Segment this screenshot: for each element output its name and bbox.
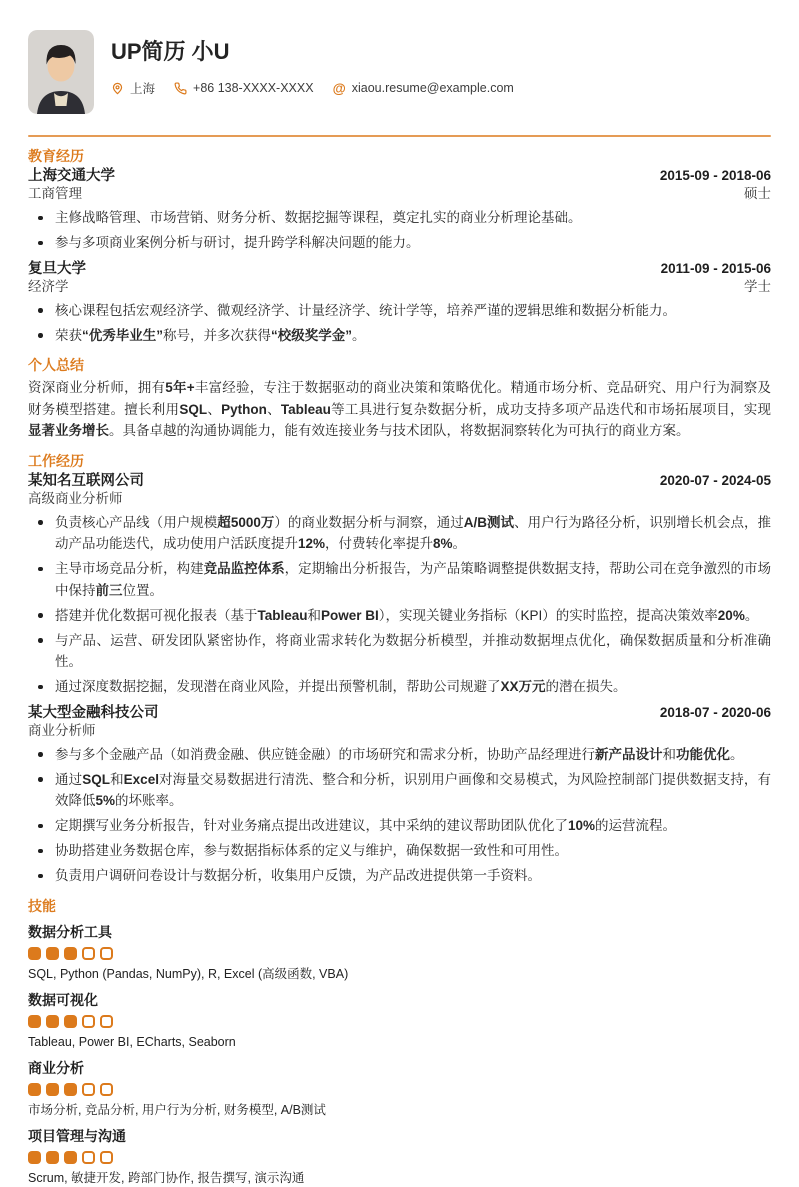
skill-detail: 市场分析, 竞品分析, 用户行为分析, 财务模型, A/B测试 [28, 1102, 326, 1117]
bullet-item: 主修战略管理、市场营销、财务分析、数据挖掘等课程，奠定扎实的商业分析理论基础。 [28, 207, 771, 229]
bullet-list [28, 207, 771, 254]
avatar [28, 30, 94, 114]
section-summary [28, 356, 771, 442]
bullet-list [28, 512, 771, 698]
work-section-title: 工作经历 [28, 452, 84, 469]
skill-item [28, 992, 771, 1051]
entry-subheader [28, 278, 771, 296]
skill-level-dot-empty [82, 1083, 95, 1096]
entry-subheader [28, 490, 771, 508]
skill-level-dot-empty [100, 947, 113, 960]
skill-detail: SQL, Python (Pandas, NumPy), R, Excel (高级函数, VBA) [28, 966, 349, 981]
bullet-item: 协助搭建业务数据仓库，参与数据指标体系的定义与维护，确保数据一致性和可用性。 [28, 840, 771, 862]
bullet-item: 与产品、运营、研发团队紧密协作，将商业需求转化为数据分析模型，并推动数据埋点优化，确保数据质量和分析准确性。 [28, 630, 771, 673]
entry-header [28, 472, 771, 490]
entry-degree: 硕士 [744, 186, 771, 201]
work-name: 某大型金融科技公司 [28, 704, 159, 721]
contact-item [111, 79, 155, 97]
skill-detail: Scrum, 敏捷开发, 跨部门协作, 报告撰写, 演示沟通 [28, 1170, 305, 1185]
skill-level-dot-empty [82, 1015, 95, 1028]
summary-paragraph: 资深商业分析师，拥有5年+丰富经验，专注于数据驱动的商业决策和策略优化。精通市场分析、竞品研究、用户行为洞察及财务模型搭建。擅长利用SQL、Python、Tableau等工具进行复杂数据分析，成功支持多项产品迭代和市场拓展项目，实现显著业务增长。具备卓越的沟通协调能力，能有效连接业务与技术团队，将数据洞察转化为可执行的商业方案。 [28, 380, 772, 438]
bullet-item: 参与多项商业案例分析与研讨，提升跨学科解决问题的能力。 [28, 232, 771, 254]
contact-text: 上海 [130, 82, 156, 96]
skill-level-dot-filled [28, 1083, 41, 1096]
entry-header [28, 167, 771, 185]
entry-date-range: 2020-07 - 2024-05 [659, 472, 771, 488]
skill-level-dot-filled [64, 947, 77, 960]
entry-subheader [28, 722, 771, 740]
entry-role: 商业分析师 [28, 722, 96, 738]
entry-degree: 学士 [744, 278, 771, 294]
phone-icon [174, 82, 187, 95]
entry-header [28, 260, 771, 278]
contact-text: +86 138-XXXX-XXXX [193, 81, 314, 95]
skill-level-dot-filled [28, 1151, 41, 1164]
bullet-list [28, 300, 771, 347]
entry-date-range: 2015-09 - 2018-06 [659, 168, 771, 183]
entry-header [28, 704, 771, 722]
skill-item [28, 924, 771, 983]
entry-subheader [28, 185, 771, 203]
bullet-list [28, 744, 771, 887]
skill-level-dot-empty [82, 1151, 95, 1164]
education-entries [28, 167, 771, 346]
skill-level-dot-empty [100, 1151, 113, 1164]
work-name: 某知名互联网公司 [28, 472, 144, 489]
skill-detail: Tableau, Power BI, ECharts, Seaborn [28, 1034, 236, 1049]
skill-item [28, 1060, 771, 1119]
skill-level-dot-filled [64, 1151, 77, 1164]
education-name: 复旦大学 [28, 260, 86, 277]
skill-level-dot-empty [82, 947, 95, 960]
skill-name: 数据可视化 [28, 991, 98, 1008]
contact-item [333, 81, 514, 95]
skill-level-indicator [28, 1015, 771, 1028]
skill-level-indicator [28, 1151, 771, 1164]
contact-item [174, 81, 314, 95]
bullet-item: 核心课程包括宏观经济学、微观经济学、计量经济学、统计学等，培养严谨的逻辑思维和数据分析能力。 [28, 300, 771, 322]
entry-date-range: 2011-09 - 2015-06 [660, 260, 771, 276]
skills-list [28, 924, 771, 1187]
entry-date-range: 2018-07 - 2020-06 [659, 704, 771, 720]
skill-level-dot-filled [64, 1015, 77, 1028]
skill-level-dot-filled [46, 1083, 59, 1096]
bullet-item: 荣获“优秀毕业生”称号，并多次获得“校级奖学金”。 [28, 325, 771, 347]
skill-level-dot-empty [100, 1015, 113, 1028]
skill-level-indicator [28, 947, 771, 960]
candidate-name: UP简历 小U [111, 39, 230, 64]
education-name: 上海交通大学 [28, 168, 115, 184]
skill-level-dot-filled [28, 1015, 41, 1028]
summary-section-title: 个人总结 [28, 357, 84, 373]
avatar-illustration [28, 30, 94, 114]
resume-header [28, 30, 771, 114]
entry-major: 经济学 [28, 278, 69, 294]
location-icon [111, 82, 124, 95]
education-entry [28, 167, 771, 254]
entry-major: 工商管理 [28, 186, 82, 201]
section-work [28, 452, 771, 887]
header-text-block [111, 30, 514, 97]
skill-name: 商业分析 [28, 1059, 84, 1076]
bullet-item: 主导市场竞品分析，构建竞品监控体系，定期输出分析报告，为产品策略调整提供数据支持，帮助公司在竞争激烈的市场中保持前三位置。 [28, 558, 771, 601]
skill-name: 数据分析工具 [28, 923, 112, 940]
bullet-item: 通过深度数据挖掘，发现潜在商业风险，并提出预警机制，帮助公司规避了XX万元的潜在损失。 [28, 676, 771, 698]
bullet-item: 负责核心产品线（用户规模超5000万）的商业数据分析与洞察，通过A/B测试、用户行为路径分析，识别增长机会点，推动产品功能迭代，成功使用户活跃度提升12%，付费转化率提升8%。 [28, 512, 771, 555]
section-education [28, 147, 771, 346]
bullet-item: 搭建并优化数据可视化报表（基于Tableau和Power BI），实现关键业务指标（KPI）的实时监控，提高决策效率20%。 [28, 605, 771, 627]
work-entry [28, 704, 771, 887]
bullet-item: 定期撰写业务分析报告，针对业务痛点提出改进建议，其中采纳的建议帮助团队优化了10%的运营流程。 [28, 815, 771, 837]
bullet-item: 通过SQL和Excel对海量交易数据进行清洗、整合和分析，识别用户画像和交易模式，为风险控制部门提供数据支持，有效降低5%的坏账率。 [28, 769, 771, 812]
contact-row [111, 79, 514, 97]
header-divider [28, 135, 771, 137]
bullet-item: 负责用户调研问卷设计与数据分析，收集用户反馈，为产品改进提供第一手资料。 [28, 865, 771, 887]
entry-role: 高级商业分析师 [28, 490, 123, 506]
skill-level-dot-filled [46, 1151, 59, 1164]
skill-item [28, 1128, 771, 1187]
work-entries [28, 472, 771, 887]
section-skills [28, 897, 771, 1187]
education-entry [28, 260, 771, 347]
contact-text: xiaou.resume@example.com [351, 81, 514, 95]
skill-level-dot-filled [64, 1083, 77, 1096]
at-icon: @ [332, 80, 346, 96]
skill-level-dot-filled [46, 947, 59, 960]
skill-level-dot-filled [46, 1015, 59, 1028]
skill-level-dot-filled [28, 947, 41, 960]
skills-section-title: 技能 [28, 897, 56, 914]
education-section-title: 教育经历 [28, 148, 84, 164]
skill-level-indicator [28, 1083, 771, 1096]
work-entry [28, 472, 771, 698]
skill-name: 项目管理与沟通 [28, 1127, 126, 1144]
bullet-item: 参与多个金融产品（如消费金融、供应链金融）的市场研究和需求分析，协助产品经理进行新产品设计和功能优化。 [28, 744, 771, 766]
skill-level-dot-empty [100, 1083, 113, 1096]
